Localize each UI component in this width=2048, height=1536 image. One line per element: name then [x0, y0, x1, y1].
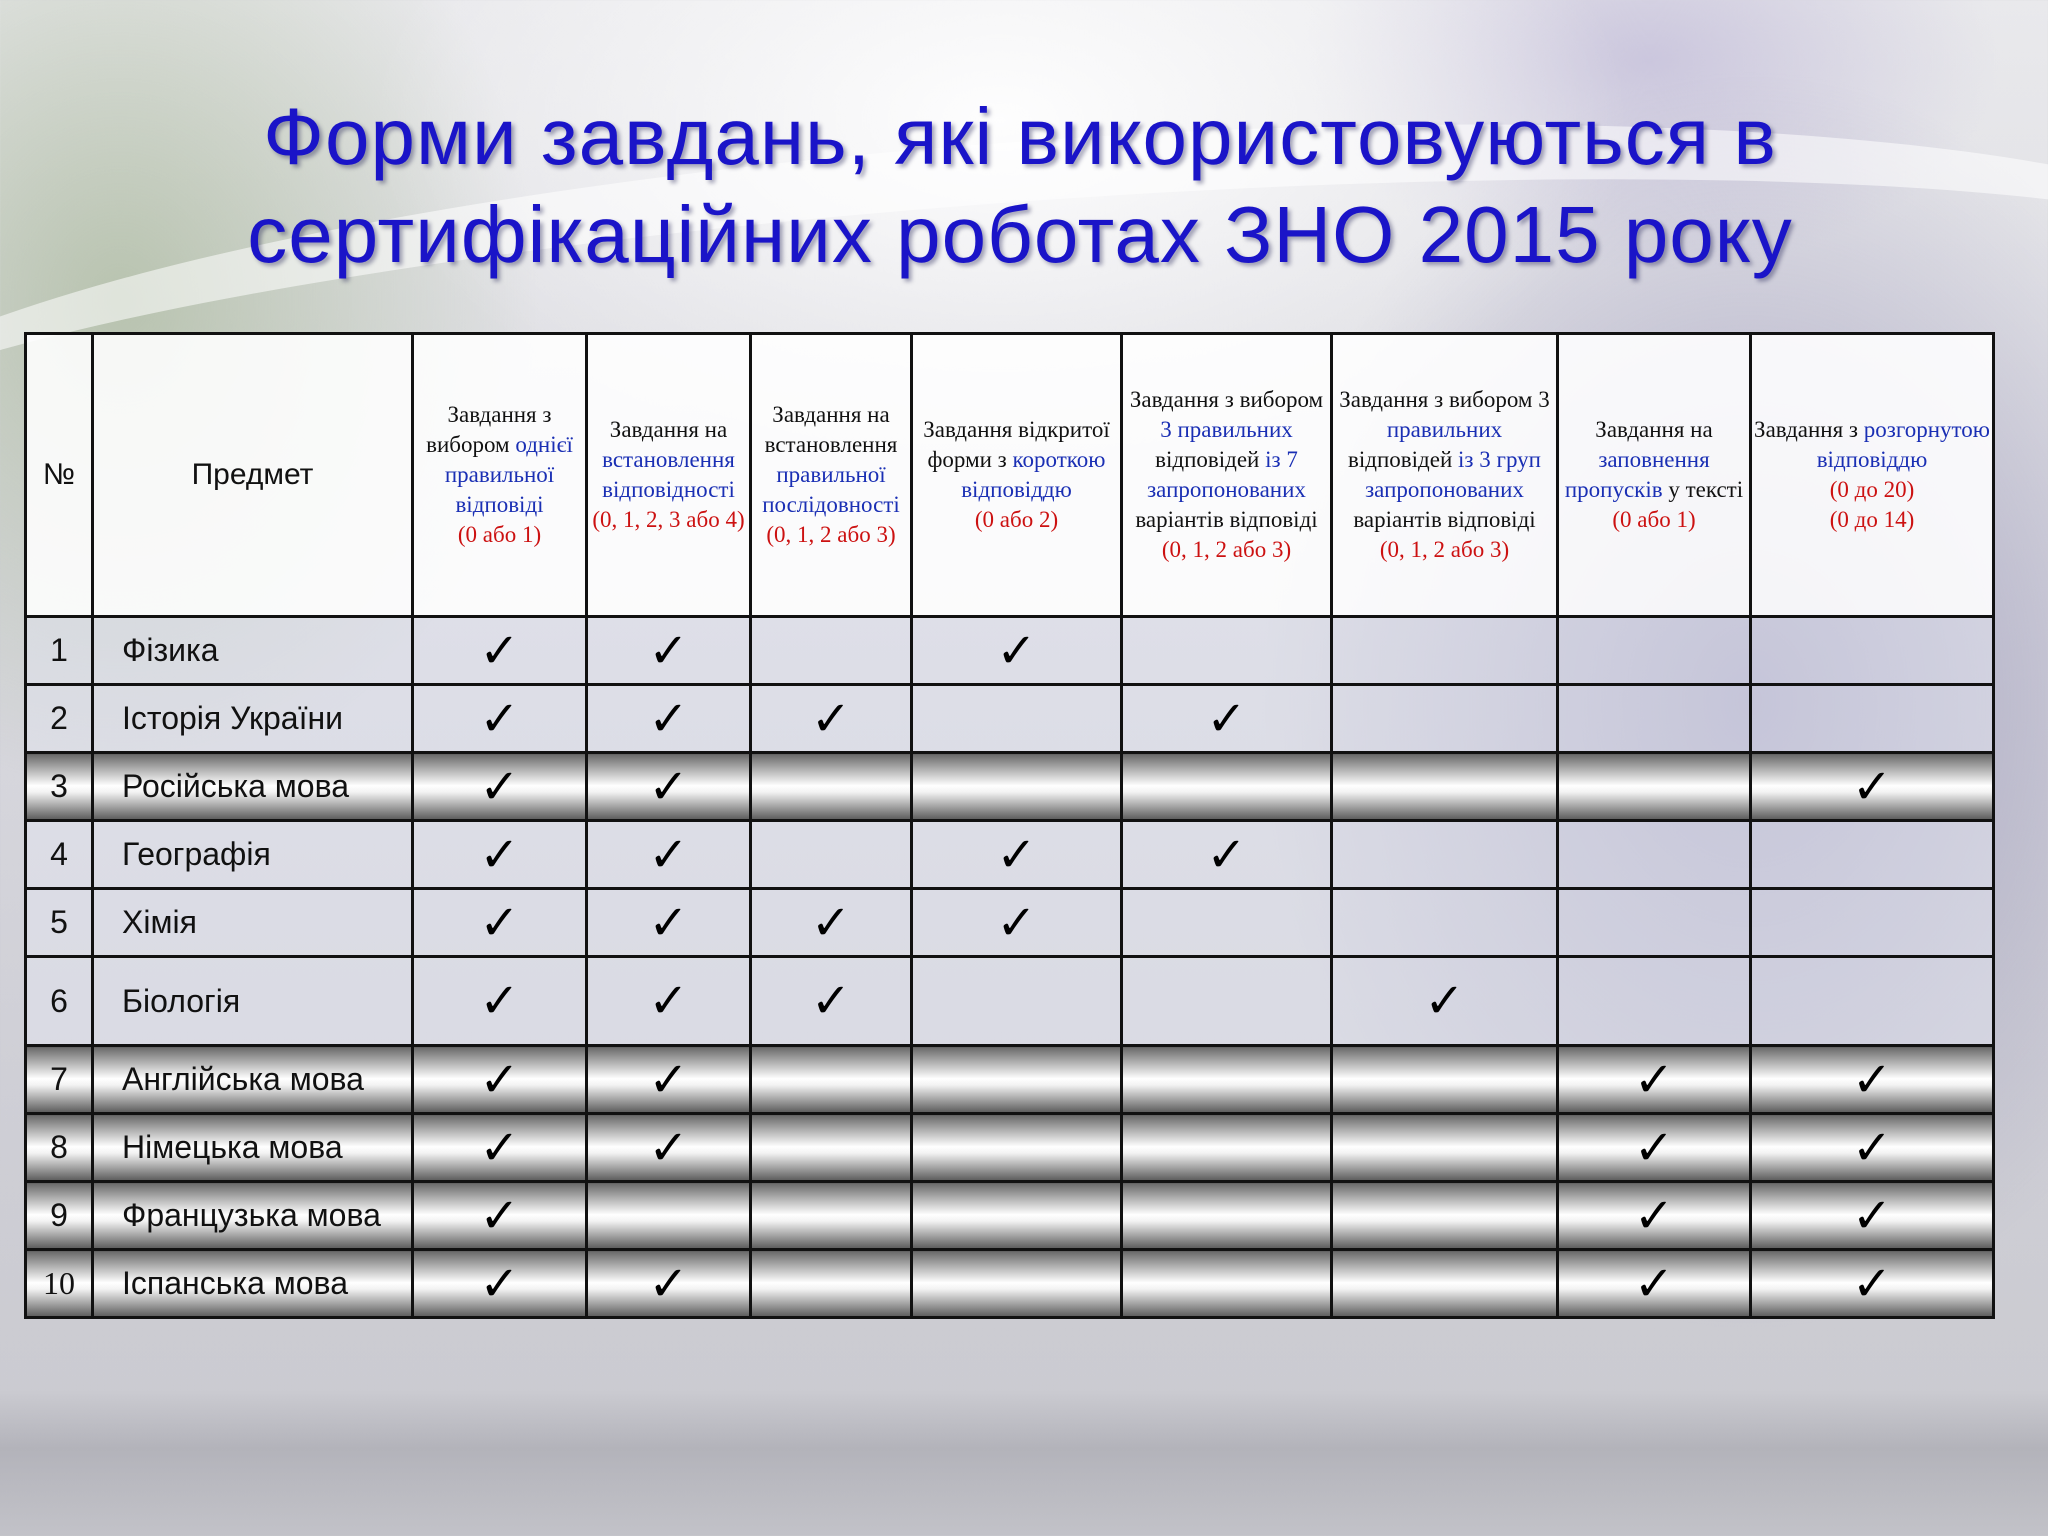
table-row	[26, 1114, 1994, 1182]
title-line-2: сертифікаційних роботах ЗНО 2015 року	[247, 190, 1793, 279]
title-line-1: Форми завдань, які використовуються в	[263, 92, 1777, 181]
check-cell	[912, 889, 1122, 957]
check-cell	[1558, 1046, 1751, 1114]
check-cell	[751, 1046, 912, 1114]
table-row	[26, 957, 1994, 1046]
row-subject: Біологія	[93, 957, 413, 1046]
checkmark-icon: ✓	[479, 973, 520, 1029]
check-cell	[1122, 889, 1332, 957]
checkmark-icon: ✓	[810, 973, 852, 1029]
check-cell	[1122, 821, 1332, 889]
check-cell	[1332, 685, 1558, 753]
checkmark-icon: ✓	[648, 690, 689, 747]
check-cell	[587, 1250, 751, 1318]
header-matching: Завдання на встановлення відповідності (0, 1, 2, 3 або 4)	[587, 334, 751, 617]
check-cell	[1558, 1250, 1751, 1318]
checkmark-icon: ✓	[479, 1051, 520, 1108]
checkmark-icon: ✓	[1206, 690, 1247, 747]
checkmark-icon: ✓	[648, 758, 689, 815]
checkmark-icon: ✓	[1206, 826, 1247, 883]
checkmark-icon: ✓	[996, 826, 1037, 883]
checkmark-icon: ✓	[648, 894, 689, 951]
checkmark-icon: ✓	[1633, 1187, 1675, 1244]
check-cell	[413, 957, 587, 1046]
check-cell	[1751, 1250, 1994, 1318]
table-row	[26, 1046, 1994, 1114]
checkmark-icon: ✓	[810, 690, 852, 747]
row-number: 1	[26, 617, 93, 685]
check-cell	[413, 685, 587, 753]
row-subject: Французька мова	[93, 1182, 413, 1250]
row-subject: Фізика	[93, 617, 413, 685]
check-cell	[587, 1046, 751, 1114]
checkmark-icon: ✓	[648, 1051, 689, 1108]
check-cell	[1122, 1114, 1332, 1182]
checkmark-icon: ✓	[479, 622, 520, 679]
header-short-answer: Завдання відкритої форми з короткою відповіддю (0 або 2)	[912, 334, 1122, 617]
check-cell	[912, 821, 1122, 889]
check-cell	[1122, 1250, 1332, 1318]
check-cell	[413, 1250, 587, 1318]
checkmark-icon: ✓	[648, 826, 689, 883]
row-number: 9	[26, 1182, 93, 1250]
check-cell	[1558, 1182, 1751, 1250]
check-cell	[413, 617, 587, 685]
check-cell	[1558, 753, 1751, 821]
checkmark-icon: ✓	[648, 973, 689, 1029]
check-cell	[1332, 821, 1558, 889]
check-cell	[1751, 753, 1994, 821]
row-number: 4	[26, 821, 93, 889]
checkmark-icon: ✓	[479, 894, 520, 951]
check-cell	[912, 1182, 1122, 1250]
check-cell	[413, 889, 587, 957]
check-cell	[413, 1182, 587, 1250]
check-cell	[751, 685, 912, 753]
check-cell	[1122, 1046, 1332, 1114]
check-cell	[1122, 957, 1332, 1046]
checkmark-icon: ✓	[996, 622, 1037, 679]
check-cell	[912, 1046, 1122, 1114]
check-cell	[912, 1250, 1122, 1318]
checkmark-icon: ✓	[648, 1255, 689, 1312]
row-number: 3	[26, 753, 93, 821]
checkmark-icon: ✓	[479, 1119, 520, 1176]
checkmark-icon: ✓	[1851, 758, 1893, 815]
header-row	[26, 334, 1994, 617]
check-cell	[1332, 617, 1558, 685]
header-3-groups: Завдання з вибором 3 правильних відповідей із 3 груп запропонованих варіантів відповіді (0, 1, 2 або 3)	[1332, 334, 1558, 617]
table-row	[26, 889, 1994, 957]
table-row	[26, 1182, 1994, 1250]
check-cell	[912, 685, 1122, 753]
row-subject: Географія	[93, 821, 413, 889]
header-single-choice: Завдання з вибором однієї правильної відповіді (0 або 1)	[413, 334, 587, 617]
row-subject: Німецька мова	[93, 1114, 413, 1182]
check-cell	[587, 1182, 751, 1250]
table-row	[26, 753, 1994, 821]
row-subject: Історія України	[93, 685, 413, 753]
checkmark-icon: ✓	[1851, 1255, 1893, 1312]
check-cell	[587, 753, 751, 821]
checkmark-icon: ✓	[1851, 1051, 1893, 1108]
check-cell	[751, 753, 912, 821]
checkmark-icon: ✓	[1851, 1187, 1893, 1244]
checkmark-icon: ✓	[1633, 1119, 1675, 1176]
check-cell	[1751, 1046, 1994, 1114]
row-subject: Англійська мова	[93, 1046, 413, 1114]
table-row	[26, 685, 1994, 753]
row-number: 5	[26, 889, 93, 957]
checkmark-icon: ✓	[1633, 1255, 1675, 1312]
checkmark-icon: ✓	[479, 826, 520, 883]
check-cell	[1558, 821, 1751, 889]
check-cell	[1751, 685, 1994, 753]
check-cell	[1332, 1046, 1558, 1114]
check-cell	[751, 1250, 912, 1318]
check-cell	[1751, 617, 1994, 685]
row-number: 7	[26, 1046, 93, 1114]
check-cell	[751, 1182, 912, 1250]
table-row	[26, 1250, 1994, 1318]
check-cell	[1751, 1182, 1994, 1250]
checkmark-icon: ✓	[479, 1187, 520, 1244]
check-cell	[1751, 889, 1994, 957]
row-number: 8	[26, 1114, 93, 1182]
checkmark-icon: ✓	[1633, 1051, 1675, 1108]
checkmark-icon: ✓	[648, 622, 689, 679]
checkmark-icon: ✓	[648, 1119, 689, 1176]
check-cell	[587, 889, 751, 957]
check-cell	[912, 617, 1122, 685]
check-cell	[413, 753, 587, 821]
check-cell	[587, 1114, 751, 1182]
checkmark-icon: ✓	[810, 894, 852, 951]
table-row	[26, 617, 1994, 685]
table-body	[26, 617, 1994, 1318]
checkmark-icon: ✓	[1424, 973, 1465, 1029]
check-cell	[1332, 753, 1558, 821]
check-cell	[413, 821, 587, 889]
check-cell	[1558, 957, 1751, 1046]
header-extended-answer: Завдання з розгорнутою відповіддю (0 до 20) (0 до 14)	[1751, 334, 1994, 617]
check-cell	[1122, 617, 1332, 685]
check-cell	[751, 617, 912, 685]
checkmark-icon: ✓	[479, 758, 520, 815]
row-subject: Хімія	[93, 889, 413, 957]
table-row	[26, 821, 1994, 889]
check-cell	[1751, 821, 1994, 889]
header-subject: Предмет	[93, 334, 413, 617]
check-cell	[1122, 1182, 1332, 1250]
row-subject: Російська мова	[93, 753, 413, 821]
check-cell	[1122, 753, 1332, 821]
check-cell	[1558, 617, 1751, 685]
check-cell	[1558, 685, 1751, 753]
row-subject: Іспанська мова	[93, 1250, 413, 1318]
check-cell	[587, 685, 751, 753]
check-cell	[912, 1114, 1122, 1182]
check-cell	[587, 617, 751, 685]
check-cell	[1332, 1250, 1558, 1318]
task-forms-table	[24, 332, 1995, 1319]
check-cell	[1122, 685, 1332, 753]
check-cell	[413, 1114, 587, 1182]
checkmark-icon: ✓	[479, 1255, 520, 1312]
row-number: 6	[26, 957, 93, 1046]
background-band	[0, 1390, 2048, 1536]
check-cell	[1332, 889, 1558, 957]
checkmark-icon: ✓	[479, 690, 520, 747]
check-cell	[1332, 1114, 1558, 1182]
checkmark-icon: ✓	[996, 894, 1037, 951]
check-cell	[413, 1046, 587, 1114]
row-number: 10	[26, 1250, 93, 1318]
header-sequence: Завдання на встановлення правильної послідовності (0, 1, 2 або 3)	[751, 334, 912, 617]
check-cell	[587, 957, 751, 1046]
check-cell	[912, 957, 1122, 1046]
row-number: 2	[26, 685, 93, 753]
check-cell	[751, 957, 912, 1046]
check-cell	[1332, 1182, 1558, 1250]
check-cell	[1751, 1114, 1994, 1182]
check-cell	[912, 753, 1122, 821]
check-cell	[1751, 957, 1994, 1046]
check-cell	[751, 1114, 912, 1182]
check-cell	[1332, 957, 1558, 1046]
check-cell	[1558, 1114, 1751, 1182]
slide-title	[80, 88, 1960, 284]
header-number: №	[26, 334, 93, 617]
check-cell	[751, 889, 912, 957]
check-cell	[1558, 889, 1751, 957]
checkmark-icon: ✓	[1851, 1119, 1893, 1176]
check-cell	[751, 821, 912, 889]
header-fill-gaps: Завдання на заповнення пропусків у тексті (0 або 1)	[1558, 334, 1751, 617]
header-3-of-7: Завдання з вибором 3 правильних відповідей із 7 запропонованих варіантів відповіді (0, 1, 2 або 3)	[1122, 334, 1332, 617]
check-cell	[587, 821, 751, 889]
